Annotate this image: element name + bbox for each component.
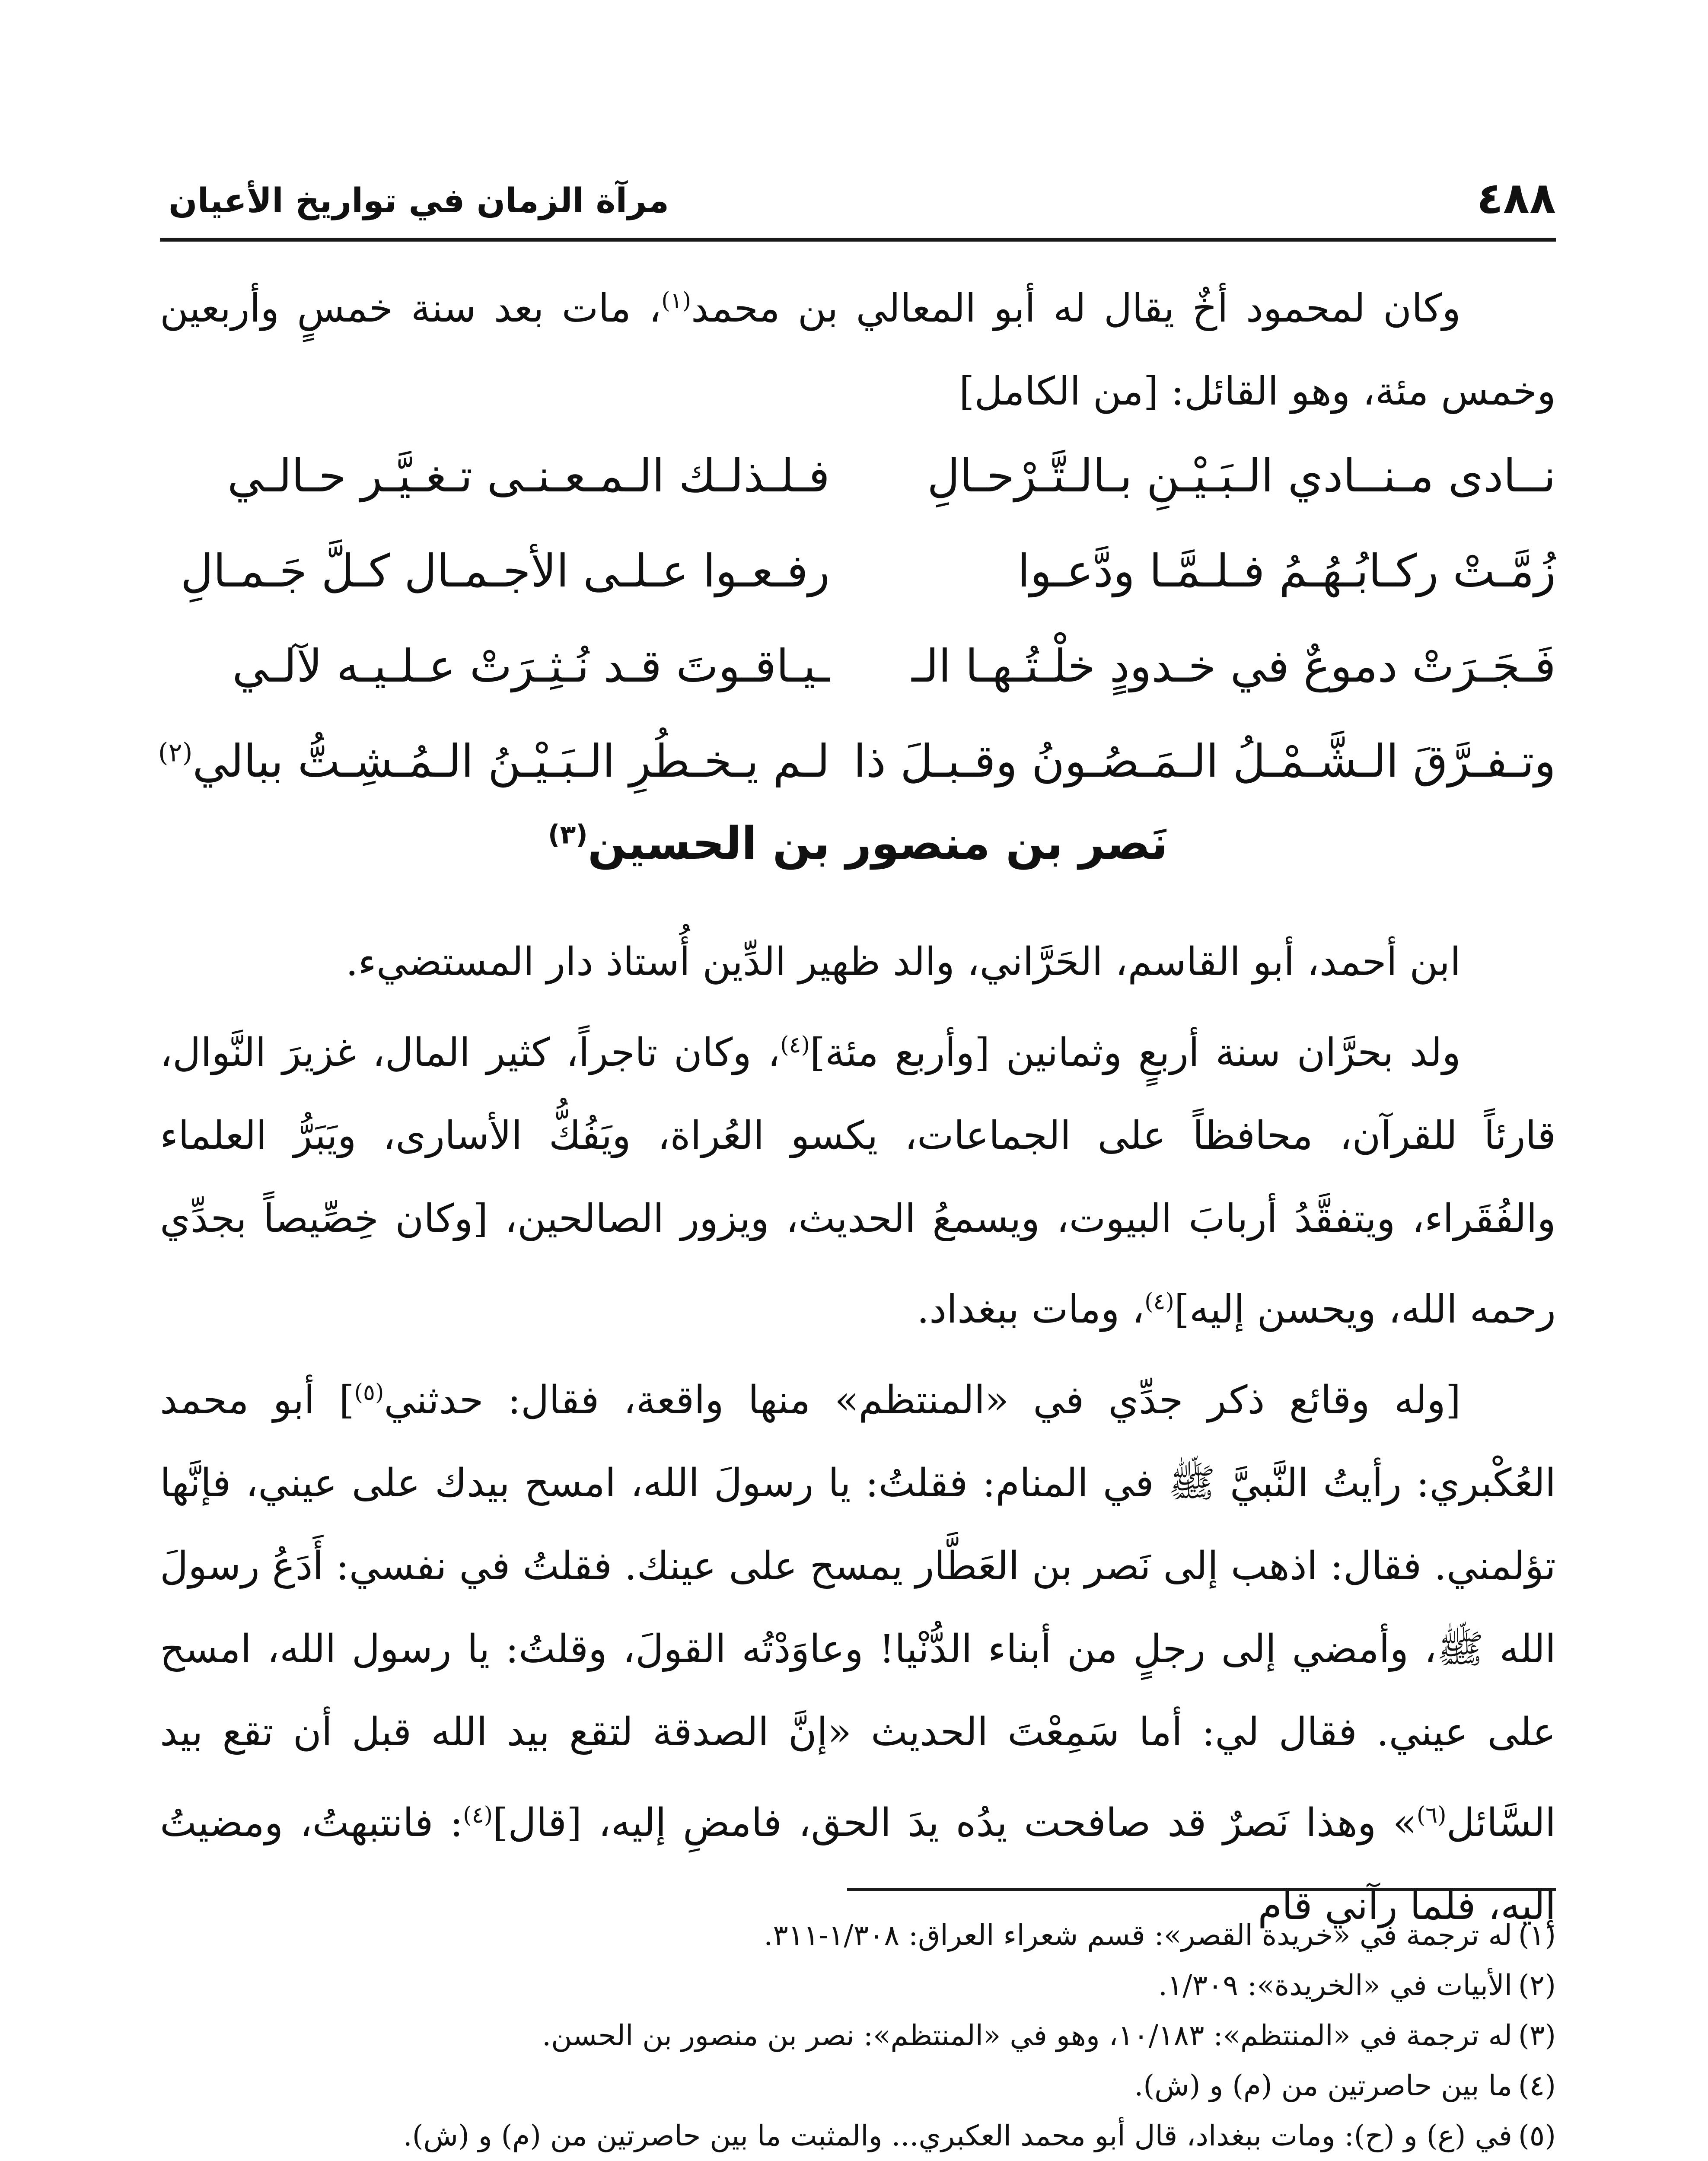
biography-body — [160, 921, 1556, 1947]
footnote-ref-1: (١) — [661, 288, 691, 314]
footnote-ref-6: (٦) — [1416, 1802, 1447, 1828]
verse-second-hemistich: لـم يـخـطُرِ الـبَـيْـنُ الـمُـشِـتُّ ببالي$^{(٢)}$ — [158, 735, 830, 787]
page-header — [160, 173, 1556, 242]
page-number: ٤٨٨ — [1476, 173, 1556, 223]
paragraph-1: ابن أحمد، أبو القاسم، الحَرَّاني، والد ظهير الدِّين أُستاذ دار المستضيء. — [346, 939, 1461, 985]
footnote: (٥)في (ع) و (ح): ومات ببغداد، قال أبو محمد العكبري... والمثبت ما بين حاصرتين من (م) و (ش). — [403, 2119, 1556, 2152]
footnote-ref-4: (٤) — [1144, 1289, 1174, 1315]
footnote-ref-3: (٣) — [548, 819, 588, 850]
verse-first-hemistich: نــادى مـنــادي الـبَـيْـنِ بـالـتَّـرْحـالِ — [927, 449, 1556, 502]
intro-text: وكان لمحمود أخٌ يقال له أبو المعالي بن محمد$^{(١)}$، مات بعد سنة خمسٍ وأربعين وخمس مئة، وهو القائل: [من الكامل] — [160, 286, 1556, 414]
footnote-ref-4: (٤) — [780, 1032, 810, 1058]
footnote-separator — [847, 1888, 1556, 1891]
footnote: (٤)ما بين حاصرتين من (م) و (ش). — [1134, 2069, 1556, 2102]
footnote: (٣)له ترجمة في «المنتظم»: ١٠/١٨٣، وهو في «المنتظم»: نصر بن منصور بن الحسن. — [542, 2019, 1556, 2052]
paragraph-3: [وله وقائع ذكر جدِّي في «المنتظم» منها واقعة، فقال: حدثني$^{(٥)}$] أبو محمد العُكْبري: رأيتُ النَّبيَّ ﷺ في المنام: فقلتُ: يا رسولَ الله، امسح بيدك على عيني، فإنَّها تؤلمني. فقال: اذهب إلى نَصر بن العَطَّار يمسح على عينك. فقلتُ في نفسي: أَدَعُ رسولَ الله ﷺ، وأمضي إلى رجلٍ من أبناء الدُّنْيا! وعاوَدْتُه القولَ، وقلتُ: يا رسول الله، امسح على عيني. فقال لي: أما سَمِعْتَ الحديث «إنَّ الصدقة لتقع بيد الله قبل أن تقع بيد السَّائل$^{(٦)}$» وهذا نَصرٌ قد صافحت يدُه يدَ الحق، فامضِ إليه، [قال]$^{(٤)}$: فانتبهتُ، ومضيتُ إليه، فلما رآني قام — [160, 1377, 1556, 1928]
verse-second-hemistich: ـيـاقـوتَ قـد نُـثِـرَتْ عـلـيـه لآلـي — [232, 640, 830, 692]
running-title: مرآة الزمان في تواريخ الأعيان — [169, 182, 669, 220]
section-heading: نَصر بن منصور بن الحسين$^{(٣)}$ — [548, 817, 1168, 870]
footnote-ref-2: (٢) — [158, 737, 193, 768]
poem-verse — [160, 545, 1556, 640]
paragraph-2: ولد بحرَّان سنة أربعٍ وثمانين [وأربع مئة]$^{(٤)}$، وكان تاجراً، كثير المال، غزيرَ النَّوال، قارئاً للقرآن، محافظاً على الجماعات، يكسو العُراة، ويَفُكُّ الأسارى، ويَبَرُّ العلماء والفُقَراء، ويتفقَّدُ أربابَ البيوت، ويسمعُ الحديث، ويزور الصالحين، [وكان خِصِّيصاً بجدِّي رحمه الله، ويحسن إليه]$^{(٤)}$، ومات ببغداد. — [160, 1030, 1556, 1332]
intro-paragraph — [160, 259, 1556, 433]
poem-verse — [160, 735, 1556, 830]
verse-first-hemistich: زُمَّـتْ ركـابُـهُـمُ فـلـمَّـا ودَّعـوا — [1017, 545, 1556, 597]
verse-first-hemistich: وتـفـرَّقَ الـشَّـمْـلُ الـمَـصُـونُ وقـبـلَ ذا — [853, 735, 1556, 787]
footnote: (١)له ترجمة في «خريدة القصر»: قسم شعراء العراق: ١/٣٠٨-٣١١. — [764, 1919, 1556, 1952]
footnote: (٢)الأبيات في «الخريدة»: ١/٣٠٩. — [1158, 1969, 1556, 2002]
poem — [160, 449, 1556, 830]
footnote-ref-5: (٥) — [354, 1380, 384, 1406]
poem-verse — [160, 449, 1556, 545]
verse-second-hemistich: رفـعـوا عـلـى الأجـمـال كـلَّ جَـمـالِ — [180, 545, 830, 597]
verse-second-hemistich: فـلـذلـك الـمـعـنـى تـغـيَّـر حـالـي — [227, 449, 830, 502]
verse-first-hemistich: فَـجَـرَتْ دموعٌ في خـدودٍ خلْـتُـهـا الـ — [911, 640, 1556, 692]
poem-verse — [160, 640, 1556, 735]
footnote-ref-4: (٤) — [463, 1802, 493, 1828]
footnotes — [160, 1910, 1556, 2161]
